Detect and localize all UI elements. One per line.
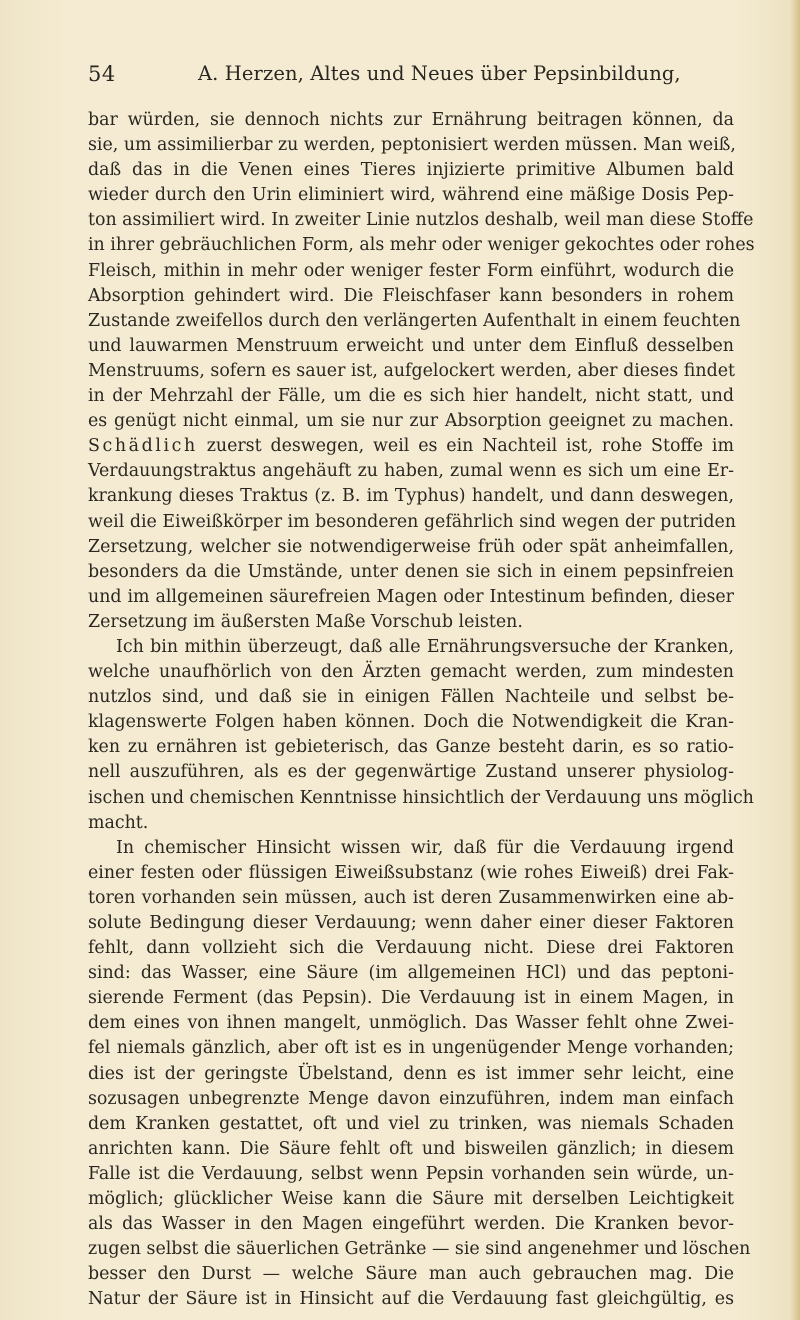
text-line: fel niemals gänzlich, aber oft ist es in ungenügender Menge vorhanden; xyxy=(88,1038,734,1059)
text-line: ken zu ernähren ist gebieterisch, das Ganze besteht darin, es so ratio- xyxy=(88,737,734,758)
text-line: besser den Durst — welche Säure man auch gebrauchen mag. Die xyxy=(88,1264,734,1285)
text-line: Menstruums, sofern es sauer ist, aufgelockert werden, aber dieses findet xyxy=(88,360,735,381)
text-line: nell auszuführen, als es der gegenwärtige Zustand unserer physiolog- xyxy=(88,762,734,783)
text-line: einer festen oder flüssigen Eiweißsubstanz (wie rohes Eiweiß) drei Fak- xyxy=(88,862,734,883)
text-line: bar würden, sie dennoch nichts zur Ernährung beitragen können, da xyxy=(88,110,734,130)
text-line: weil die Eiweißkörper im besonderen gefährlich sind wegen der putriden xyxy=(88,511,736,532)
text-line: als das Wasser in den Magen eingeführt werden. Die Kranken bevor- xyxy=(88,1214,734,1235)
page-edge-shadow xyxy=(790,0,800,1320)
text-line: Fleisch, mithin in mehr oder weniger fester Form einführt, wodurch die xyxy=(88,260,734,281)
text-line: sind: das Wasser, eine Säure (im allgemeinen HCl) und das peptoni- xyxy=(88,963,734,984)
text-line: Zersetzung, welcher sie notwendigerweise früh oder spät anheimfallen, xyxy=(88,536,734,557)
text-line: sierende Ferment (das Pepsin). Die Verdauung ist in einem Magen, in xyxy=(88,988,734,1009)
text-line: dem eines von ihnen mangelt, unmöglich. Das Wasser fehlt ohne Zwei- xyxy=(88,1013,734,1034)
text-line: besonders da die Umstände, unter denen sie sich in einem pepsinfreien xyxy=(88,561,734,582)
text-line: toren vorhanden sein müssen, auch ist deren Zusammenwirken eine ab- xyxy=(88,887,734,908)
text-line: dem Kranken gestattet, oft und viel zu trinken, was niemals Schaden xyxy=(88,1113,734,1134)
text-line: sie, um assimilierbar zu werden, peptonisiert werden müssen. Man weiß, xyxy=(88,135,736,156)
text-line: Zersetzung im äußersten Maße Vorschub leisten. xyxy=(88,611,523,632)
text-line: anrichten kann. Die Säure fehlt oft und bisweilen gänzlich; in diesem xyxy=(88,1138,734,1159)
text-line: wieder durch den Urin eliminiert wird, während eine mäßige Dosis Pep- xyxy=(88,185,734,206)
text-line: welche unaufhörlich von den Ärzten gemacht werden, zum mindesten xyxy=(88,662,734,683)
text-line: solute Bedingung dieser Verdauung; wenn daher einer dieser Faktoren xyxy=(88,913,734,933)
text-line: in der Mehrzahl der Fälle, um die es sich hier handelt, nicht statt, und xyxy=(88,386,734,407)
text-line: ton assimiliert wird. In zweiter Linie nutzlos deshalb, weil man diese Stoffe xyxy=(88,210,754,231)
spaced-line-rest: zuerst deswegen, weil es ein Nachteil ist, rohe Stoffe im xyxy=(197,436,734,457)
text-line: und im allgemeinen säurefreien Magen oder Intestinum befinden, dieser xyxy=(88,586,734,607)
text-line: Falle ist die Verdauung, selbst wenn Pepsin vorhanden sein würde, un- xyxy=(88,1163,734,1184)
text-line: dies ist der geringste Übelstand, denn es ist immer sehr leicht, eine xyxy=(88,1063,734,1084)
body-text xyxy=(88,108,755,1313)
text-line: fehlt, dann vollzieht sich die Verdauung nicht. Diese drei Faktoren xyxy=(88,938,734,959)
text-line: ischen und chemischen Kenntnisse hinsichtlich der Verdauung uns möglich xyxy=(88,787,754,808)
text-line: klagenswerte Folgen haben können. Doch die Notwendigkeit die Kran- xyxy=(88,712,734,733)
text-line: Zustande zweifellos durch den verlängerten Aufenthalt in einem feuchten xyxy=(88,310,741,331)
running-head: A. Herzen, Altes und Neues über Pepsinbildung, xyxy=(198,62,681,85)
text-line: macht. xyxy=(88,812,149,833)
text-line: In chemischer Hinsicht wissen wir, daß für die Verdauung irgend xyxy=(116,837,734,858)
text-line: nutzlos sind, und daß sie in einigen Fällen Nachteile und selbst be- xyxy=(88,687,734,708)
text-line: Ich bin mithin überzeugt, daß alle Ernährungsversuche der Kranken, xyxy=(116,636,734,657)
text-line: und lauwarmen Menstruum erweicht und unter dem Einfluß desselben xyxy=(88,335,734,356)
text-line: Absorption gehindert wird. Die Fleischfaser kann besonders in rohem xyxy=(88,285,734,306)
text-line: in ihrer gebräuchlichen Form, als mehr oder weniger gekochtes oder rohes xyxy=(88,235,755,256)
text-line-spaced xyxy=(88,434,734,459)
text-line: daß das in die Venen eines Tieres injizierte primitive Albumen bald xyxy=(88,160,734,181)
spaced-emphasis: Schädlich xyxy=(88,436,198,457)
text-line: Natur der Säure ist in Hinsicht auf die Verdauung fast gleichgültig, es xyxy=(88,1289,734,1310)
page-header xyxy=(88,62,728,92)
text-line: zugen selbst die säuerlichen Getränke — sie sind angenehmer und löschen xyxy=(88,1239,751,1260)
text-line: Verdauungstraktus angehäuft zu haben, zumal wenn es sich um eine Er- xyxy=(88,461,734,482)
text-line: sozusagen unbegrenzte Menge davon einzuführen, indem man einfach xyxy=(88,1088,734,1109)
text-line: es genügt nicht einmal, um sie nur zur Absorption geeignet zu machen. xyxy=(88,411,734,432)
text-line: möglich; glücklicher Weise kann die Säure mit derselben Leichtigkeit xyxy=(88,1189,734,1210)
page-number: 54 xyxy=(88,62,116,86)
text-line: krankung dieses Traktus (z. B. im Typhus) handelt, und dann deswegen, xyxy=(88,486,734,507)
